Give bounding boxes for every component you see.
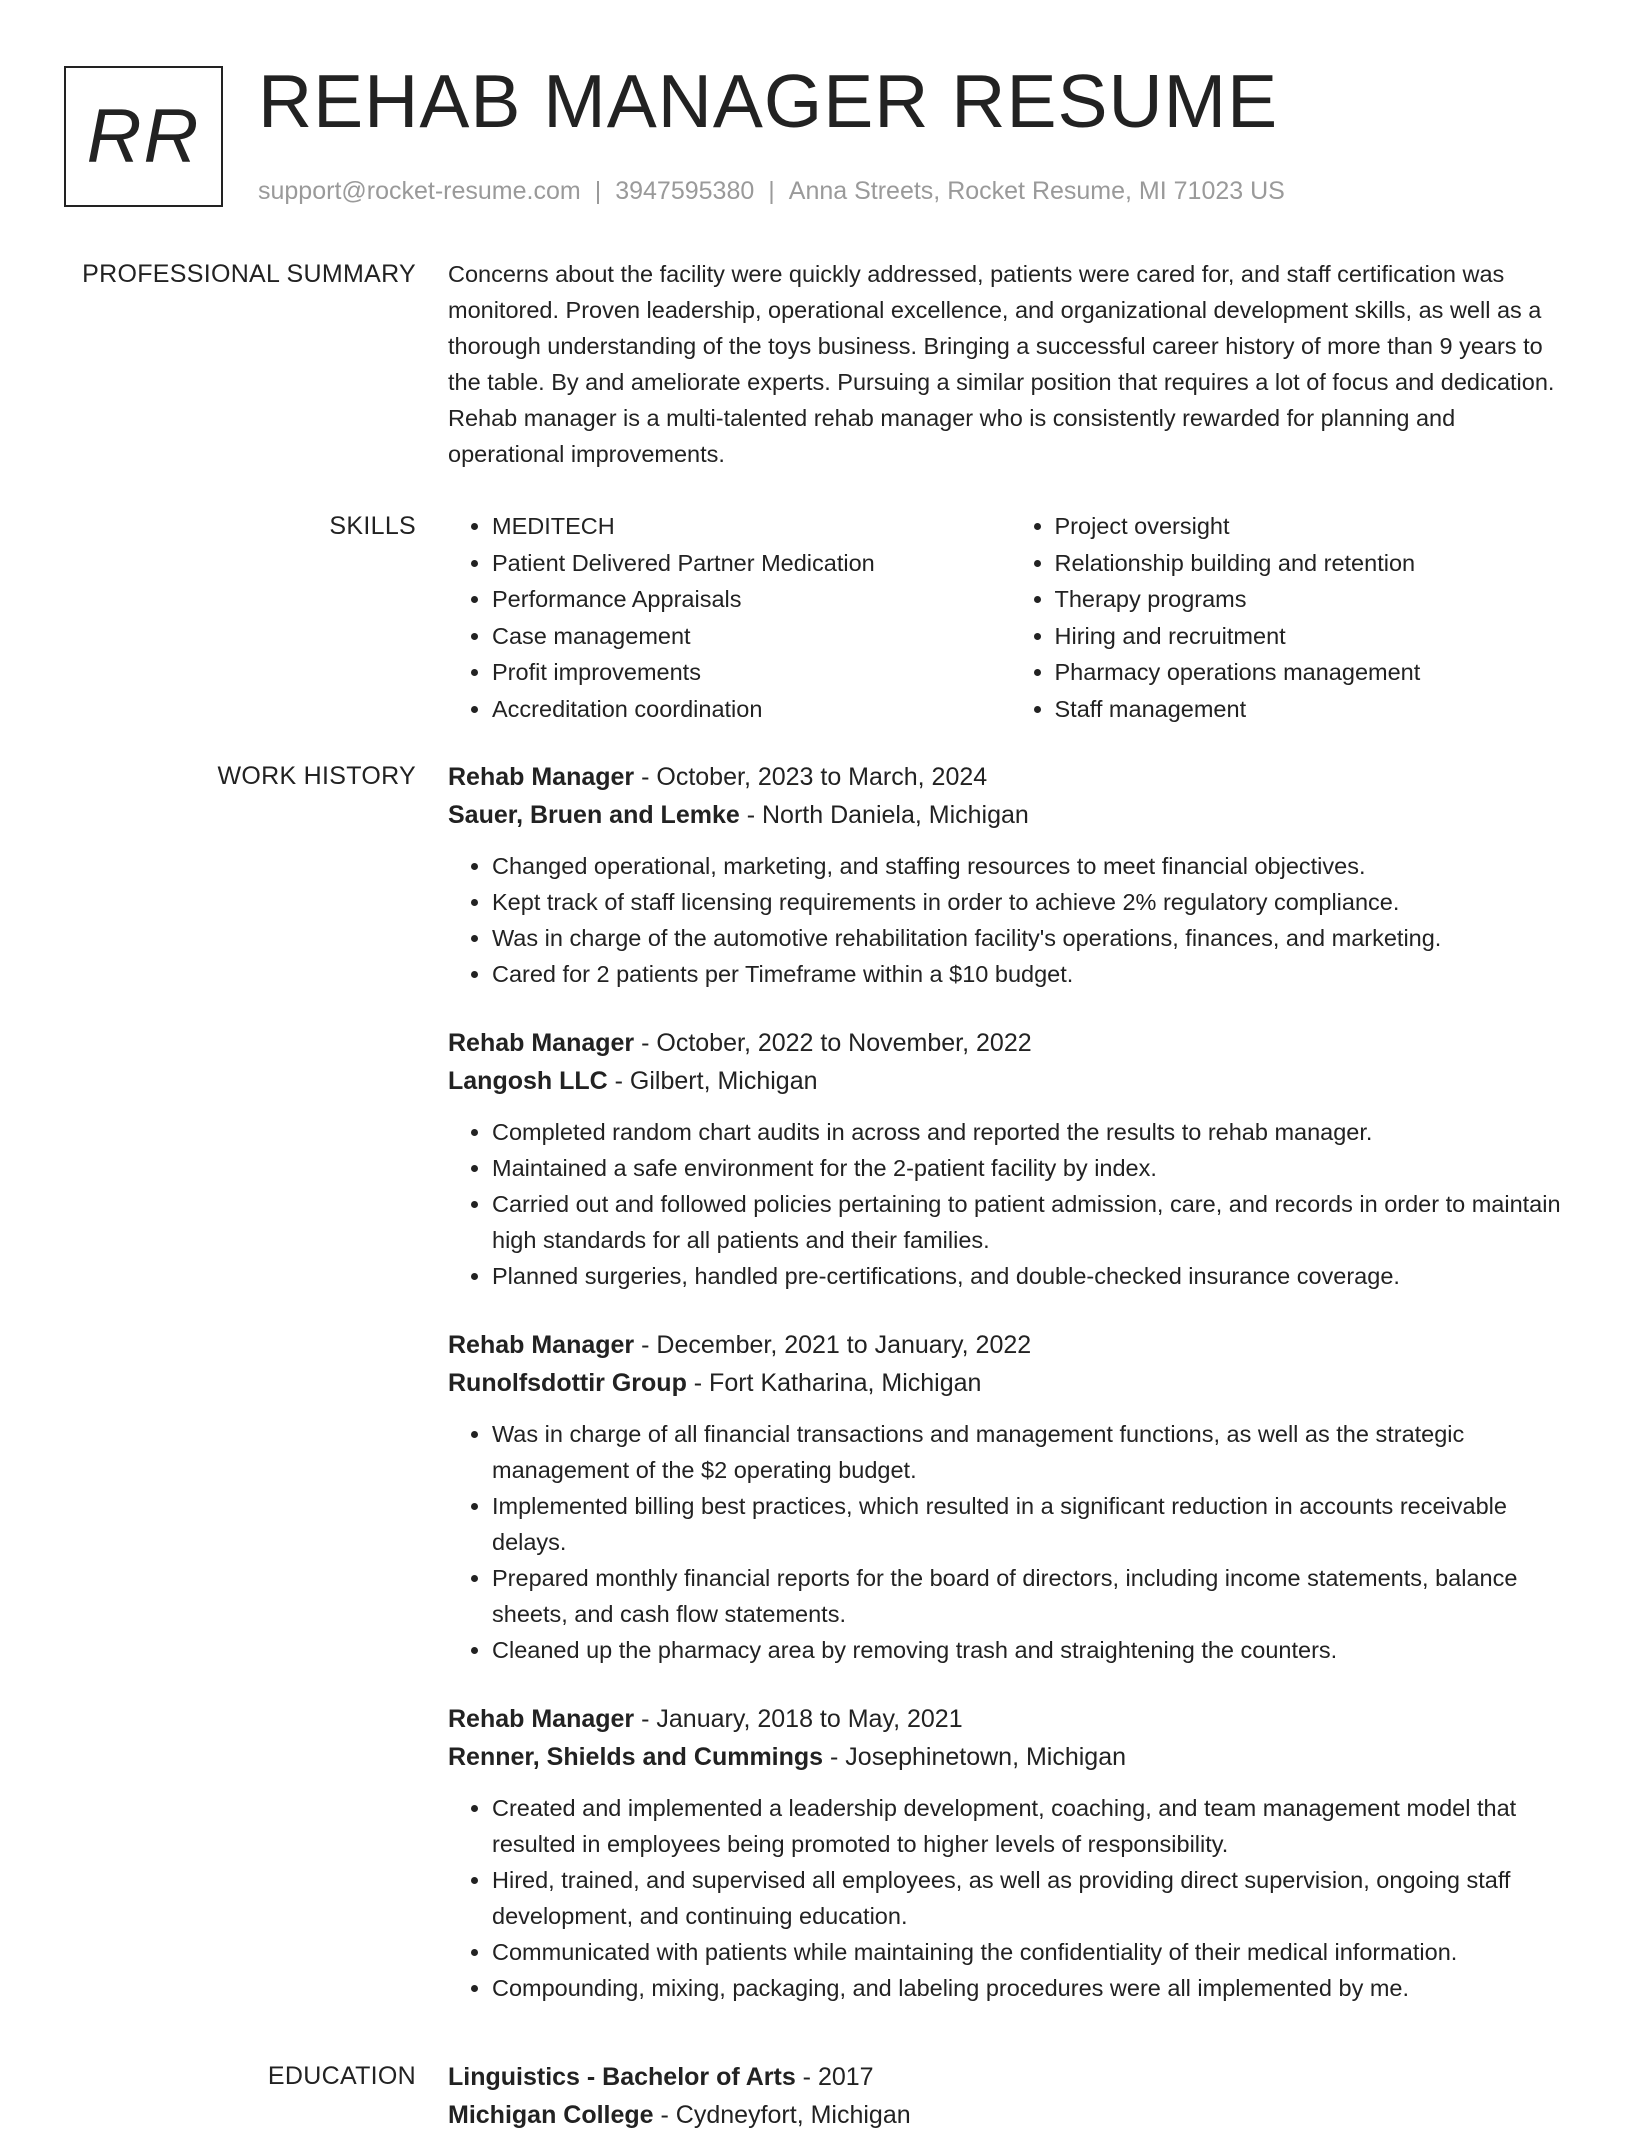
job-title: Rehab Manager (448, 1705, 635, 1733)
job-dates: - October, 2022 to November, 2022 (634, 1029, 1032, 1057)
job-bullet: • Carried out and followed policies pertaining to patient admission, care, and records in order to maintain high standards for all patients and their families. (492, 1186, 1573, 1258)
job-entry (448, 1024, 1573, 1294)
skills-list-left (448, 508, 1011, 727)
job-entry (448, 758, 1573, 992)
job-bullet-list (448, 848, 1573, 992)
job-bullet: • Completed random chart audits in across and reported the results to rehab manager. (492, 1114, 1573, 1150)
job-bullet: • Planned surgeries, handled pre-certifications, and double-checked insurance coverage. (492, 1258, 1573, 1294)
skill-item: • Performance Appraisals (492, 581, 1011, 618)
skill-item: • Hiring and recruitment (1055, 618, 1574, 655)
contact-email: support@rocket-resume.com (258, 177, 581, 205)
job-location: - Fort Katharina, Michigan (686, 1369, 982, 1397)
job-bullet: • Was in charge of all financial transactions and management functions, as well as the strategic management of the $2 operating budget. (492, 1416, 1573, 1488)
job-heading (448, 1024, 1573, 1062)
contact-separator: | (594, 177, 602, 205)
job-bullet: • Hired, trained, and supervised all employees, as well as providing direct supervision, ongoing staff development, and continuing education. (492, 1862, 1573, 1934)
section-label-education: EDUCATION (267, 2062, 416, 2090)
skills-body (448, 508, 1573, 727)
job-employer (448, 796, 1573, 834)
job-company: Sauer, Bruen and Lemke (448, 801, 740, 829)
job-bullet: • Cleaned up the pharmacy area by removing trash and straightening the counters. (492, 1632, 1573, 1668)
job-entry (448, 1700, 1573, 2006)
job-heading (448, 1326, 1573, 1364)
contact-line (258, 174, 1285, 208)
job-bullet: • Communicated with patients while maintaining the confidentiality of their medical information. (492, 1934, 1573, 1970)
work-body (448, 758, 1573, 2038)
job-location: - Josephinetown, Michigan (823, 1743, 1127, 1771)
skill-item: • Accreditation coordination (492, 691, 1011, 728)
summary-body (448, 256, 1573, 472)
skill-item: • MEDITECH (492, 508, 1011, 545)
job-bullet-list (448, 1114, 1573, 1294)
job-bullet: • Created and implemented a leadership development, coaching, and team management model that resulted in employees being promoted to higher levels of responsibility. (492, 1790, 1573, 1862)
job-bullet: • Was in charge of the automotive rehabilitation facility's operations, finances, and marketing. (492, 920, 1573, 956)
page-title: REHAB MANAGER RESUME (258, 59, 1279, 143)
job-dates: - October, 2023 to March, 2024 (634, 763, 988, 791)
skills-list-right (1011, 508, 1574, 727)
resume-header (0, 0, 1632, 230)
education-heading (448, 2058, 1573, 2096)
contact-phone: 3947595380 (615, 177, 755, 205)
contact-address: Anna Streets, Rocket Resume, MI 71023 US (788, 177, 1285, 205)
job-heading (448, 758, 1573, 796)
section-label-work: WORK HISTORY (217, 762, 416, 790)
education-school-location: - Cydneyfort, Michigan (653, 2101, 911, 2129)
job-heading (448, 1700, 1573, 1738)
education-year: - 2017 (795, 2063, 874, 2091)
section-label-skills: SKILLS (329, 512, 416, 540)
job-location: - Gilbert, Michigan (607, 1067, 818, 1095)
job-employer (448, 1738, 1573, 1776)
job-bullet: • Changed operational, marketing, and staffing resources to meet financial objectives. (492, 848, 1573, 884)
job-company: Runolfsdottir Group (448, 1369, 687, 1397)
education-school: Michigan College (448, 2101, 654, 2129)
job-bullet: • Cared for 2 patients per Timeframe within a $10 budget. (492, 956, 1573, 992)
skill-item: • Project oversight (1055, 508, 1574, 545)
skill-item: • Patient Delivered Partner Medication (492, 545, 1011, 582)
job-employer (448, 1062, 1573, 1100)
skill-item: • Case management (492, 618, 1011, 655)
monogram-logo: RR (64, 66, 223, 207)
job-company: Langosh LLC (448, 1067, 608, 1095)
job-title: Rehab Manager (448, 1029, 635, 1057)
skill-item: • Pharmacy operations management (1055, 654, 1574, 691)
job-dates: - December, 2021 to January, 2022 (634, 1331, 1032, 1359)
job-entry (448, 1326, 1573, 1668)
job-bullet-list (448, 1790, 1573, 2006)
job-bullet: • Kept track of staff licensing requirements in order to achieve 2% regulatory compliance. (492, 884, 1573, 920)
summary-text: Concerns about the facility were quickly addressed, patients were cared for, and staff certification was monitored. Proven leadership, operational excellence, and organizational development skills, as well as a thorough understanding of the toys business. Bringing a successful career history of more than 9 years to the table. By and ameliorate experts. Pursuing a similar position that requires a lot of focus and dedication. Rehab manager is a multi-talented rehab manager who is consistently rewarded for planning and operational improvements. (448, 261, 1555, 467)
job-bullet: • Maintained a safe environment for the 2-patient facility by index. (492, 1150, 1573, 1186)
job-employer (448, 1364, 1573, 1402)
job-title: Rehab Manager (448, 1331, 635, 1359)
job-company: Renner, Shields and Cummings (448, 1743, 824, 1771)
job-location: - North Daniela, Michigan (739, 801, 1029, 829)
contact-separator: | (768, 177, 775, 205)
skill-item: • Profit improvements (492, 654, 1011, 691)
section-label-summary: PROFESSIONAL SUMMARY (82, 260, 416, 288)
education-school-line (448, 2096, 1573, 2134)
skill-item: • Staff management (1055, 691, 1574, 728)
job-bullet-list (448, 1416, 1573, 1668)
skill-item: • Therapy programs (1055, 581, 1574, 618)
skill-item: • Relationship building and retention (1055, 545, 1574, 582)
job-bullet: • Prepared monthly financial reports for the board of directors, including income statements, balance sheets, and cash flow statements. (492, 1560, 1573, 1632)
job-title: Rehab Manager (448, 763, 635, 791)
education-degree: Linguistics - Bachelor of Arts (448, 2063, 796, 2091)
job-bullet: • Implemented billing best practices, which resulted in a significant reduction in accounts receivable delays. (492, 1488, 1573, 1560)
education-body (448, 2058, 1573, 2134)
job-bullet: • Compounding, mixing, packaging, and labeling procedures were all implemented by me. (492, 1970, 1573, 2006)
job-dates: - January, 2018 to May, 2021 (634, 1705, 963, 1733)
